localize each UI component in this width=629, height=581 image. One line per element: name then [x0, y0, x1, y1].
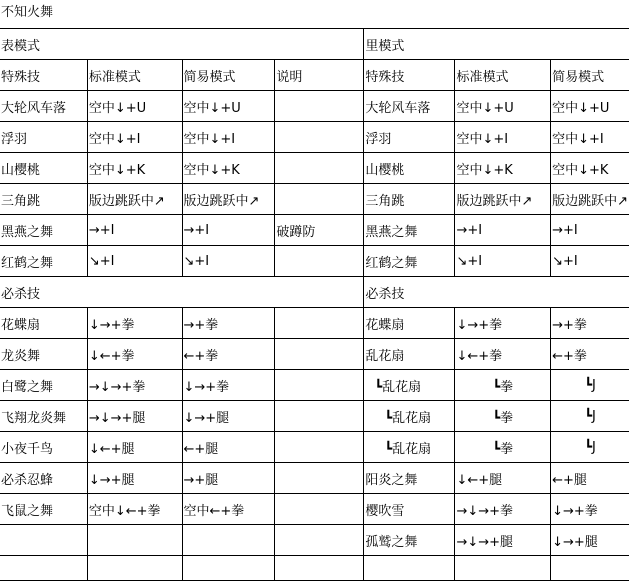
- omote-move-input: ↓→+腿: [87, 463, 182, 494]
- ura-move-name: ┗乱花扇: [364, 370, 455, 401]
- ura-move-name: 大轮风车落: [364, 91, 455, 122]
- omote-move-input: [87, 556, 182, 581]
- ura-super-heading: 必杀技: [364, 277, 629, 308]
- omote-move-name: 龙炎舞: [0, 339, 87, 370]
- omote-move-name: 三角跳: [0, 184, 87, 215]
- ura-move-input: ↘+I: [455, 246, 551, 277]
- ura-move-input: 版边跳跃中↗: [551, 184, 629, 215]
- omote-move-name: 山樱桃: [0, 153, 87, 184]
- ura-move-input: ┗拳: [455, 432, 551, 463]
- omote-move-input: ↓→+腿: [182, 401, 275, 432]
- super-move-row: [0, 432, 629, 463]
- ura-move-input: →+拳: [551, 308, 629, 339]
- omote-header: 简易模式: [182, 60, 275, 91]
- omote-move-input: [275, 556, 364, 581]
- ura-move-input: →+I: [551, 215, 629, 246]
- ura-move-input: ↓←+腿: [455, 463, 551, 494]
- omote-move-input: [275, 308, 364, 339]
- page-title: 不知火舞: [1, 5, 54, 20]
- ura-move-input: →+I: [455, 215, 551, 246]
- ura-move-input: ┗J: [551, 370, 629, 401]
- omote-move-input: 版边跳跃中↗: [182, 184, 275, 215]
- super-heading-row: [0, 277, 629, 308]
- omote-move-name: 花蝶扇: [0, 308, 87, 339]
- super-move-row: [0, 463, 629, 494]
- omote-move-name: [0, 556, 87, 581]
- omote-move-input: 空中↓+K: [87, 153, 182, 184]
- column-header-row: [0, 60, 629, 91]
- super-move-row: [0, 556, 629, 581]
- ura-move-input: ←+腿: [551, 463, 629, 494]
- special-move-row: [0, 153, 629, 184]
- omote-move-name: 黑燕之舞: [0, 215, 87, 246]
- ura-move-name: 阳炎之舞: [364, 463, 455, 494]
- ura-move-input: ↓→+拳: [455, 308, 551, 339]
- ura-move-input: 空中↓+K: [455, 153, 551, 184]
- omote-move-input: →+腿: [182, 463, 275, 494]
- mode-heading-row: [0, 29, 629, 60]
- omote-move-input: 空中↓+K: [182, 153, 275, 184]
- ura-move-input: 版边跳跃中↗: [455, 184, 551, 215]
- omote-move-input: [182, 525, 275, 556]
- ura-move-input: ↘+I: [551, 246, 629, 277]
- ura-move-input: ←+拳: [551, 339, 629, 370]
- super-move-row: [0, 370, 629, 401]
- ura-move-name: 浮羽: [364, 122, 455, 153]
- omote-move-name: [0, 525, 87, 556]
- omote-header: 说明: [275, 60, 364, 91]
- omote-move-input: →+I: [87, 215, 182, 246]
- omote-move-input: [275, 153, 364, 184]
- omote-move-input: [275, 401, 364, 432]
- omote-super-heading: 必杀技: [0, 277, 364, 308]
- ura-move-name: 樱吹雪: [364, 494, 455, 525]
- omote-move-name: 白鹭之舞: [0, 370, 87, 401]
- ura-move-name: 山樱桃: [364, 153, 455, 184]
- ura-move-input: ↓→+拳: [551, 494, 629, 525]
- omote-move-input: [275, 432, 364, 463]
- omote-move-name: 飞鼠之舞: [0, 494, 87, 525]
- omote-header: 特殊技: [0, 60, 87, 91]
- omote-move-input: ↓←+腿: [87, 432, 182, 463]
- super-move-row: [0, 401, 629, 432]
- omote-move-input: [275, 122, 364, 153]
- ura-move-name: ┗乱花扇: [364, 432, 455, 463]
- omote-move-input: →+I: [182, 215, 275, 246]
- omote-move-input: ↓←+拳: [87, 339, 182, 370]
- ura-move-input: ┗拳: [455, 401, 551, 432]
- super-move-row: [0, 308, 629, 339]
- ura-move-name: [364, 556, 455, 581]
- omote-move-input: ↓→+拳: [182, 370, 275, 401]
- ura-move-input: [455, 556, 551, 581]
- omote-move-input: [275, 494, 364, 525]
- ura-move-name: 花蝶扇: [364, 308, 455, 339]
- super-move-row: [0, 494, 629, 525]
- omote-move-input: ↘+I: [182, 246, 275, 277]
- omote-move-input: [275, 184, 364, 215]
- omote-move-input: [182, 556, 275, 581]
- omote-move-input: ↘+I: [87, 246, 182, 277]
- ura-move-name: 乱花扇: [364, 339, 455, 370]
- omote-move-name: 必杀忍蜂: [0, 463, 87, 494]
- ura-move-input: →↓→+拳: [455, 494, 551, 525]
- omote-move-input: →+拳: [182, 308, 275, 339]
- ura-move-input: ↓←+拳: [455, 339, 551, 370]
- ura-header: 特殊技: [364, 60, 455, 91]
- ura-move-name: 黑燕之舞: [364, 215, 455, 246]
- special-move-row: [0, 91, 629, 122]
- ura-header: 简易模式: [551, 60, 629, 91]
- ura-header: 标准模式: [455, 60, 551, 91]
- omote-move-input: [275, 463, 364, 494]
- omote-move-name: 红鹤之舞: [0, 246, 87, 277]
- omote-move-name: 小夜千鸟: [0, 432, 87, 463]
- omote-move-input: ↓→+拳: [87, 308, 182, 339]
- omote-move-input: [275, 370, 364, 401]
- move-table: [0, 28, 629, 581]
- omote-move-input: 空中←+拳: [182, 494, 275, 525]
- ura-move-name: ┗乱花扇: [364, 401, 455, 432]
- omote-move-input: 空中↓+U: [182, 91, 275, 122]
- ura-move-input: 空中↓+I: [455, 122, 551, 153]
- ura-move-name: 红鹤之舞: [364, 246, 455, 277]
- omote-move-input: →↓→+腿: [87, 401, 182, 432]
- special-move-row: [0, 122, 629, 153]
- omote-move-input: 空中↓+I: [182, 122, 275, 153]
- special-move-row: [0, 246, 629, 277]
- omote-header: 标准模式: [87, 60, 182, 91]
- omote-move-input: [275, 91, 364, 122]
- ura-move-input: 空中↓+U: [455, 91, 551, 122]
- omote-move-input: ←+拳: [182, 339, 275, 370]
- super-move-row: [0, 525, 629, 556]
- special-move-row: [0, 184, 629, 215]
- omote-move-name: 大轮风车落: [0, 91, 87, 122]
- super-move-row: [0, 339, 629, 370]
- ura-move-input: ┗拳: [455, 370, 551, 401]
- omote-heading: 表模式: [0, 29, 364, 60]
- omote-move-input: 破蹲防: [275, 215, 364, 246]
- omote-move-name: 飞翔龙炎舞: [0, 401, 87, 432]
- omote-move-name: 浮羽: [0, 122, 87, 153]
- omote-move-input: →↓→+拳: [87, 370, 182, 401]
- omote-move-input: 空中↓←+拳: [87, 494, 182, 525]
- omote-move-input: 空中↓+I: [87, 122, 182, 153]
- ura-move-input: ┗J: [551, 401, 629, 432]
- omote-move-input: [275, 246, 364, 277]
- omote-move-input: [275, 339, 364, 370]
- ura-move-name: 三角跳: [364, 184, 455, 215]
- omote-move-input: 空中↓+U: [87, 91, 182, 122]
- ura-move-input: 空中↓+K: [551, 153, 629, 184]
- ura-move-input: →↓→+腿: [455, 525, 551, 556]
- ura-move-input: 空中↓+U: [551, 91, 629, 122]
- ura-move-input: ┗J: [551, 432, 629, 463]
- ura-move-input: [551, 556, 629, 581]
- ura-move-input: ↓→+腿: [551, 525, 629, 556]
- omote-move-input: 版边跳跃中↗: [87, 184, 182, 215]
- ura-heading: 里模式: [364, 29, 629, 60]
- special-move-row: [0, 215, 629, 246]
- omote-move-input: [87, 525, 182, 556]
- ura-move-input: 空中↓+I: [551, 122, 629, 153]
- omote-move-input: [275, 525, 364, 556]
- ura-move-name: 孤鹫之舞: [364, 525, 455, 556]
- omote-move-input: ←+腿: [182, 432, 275, 463]
